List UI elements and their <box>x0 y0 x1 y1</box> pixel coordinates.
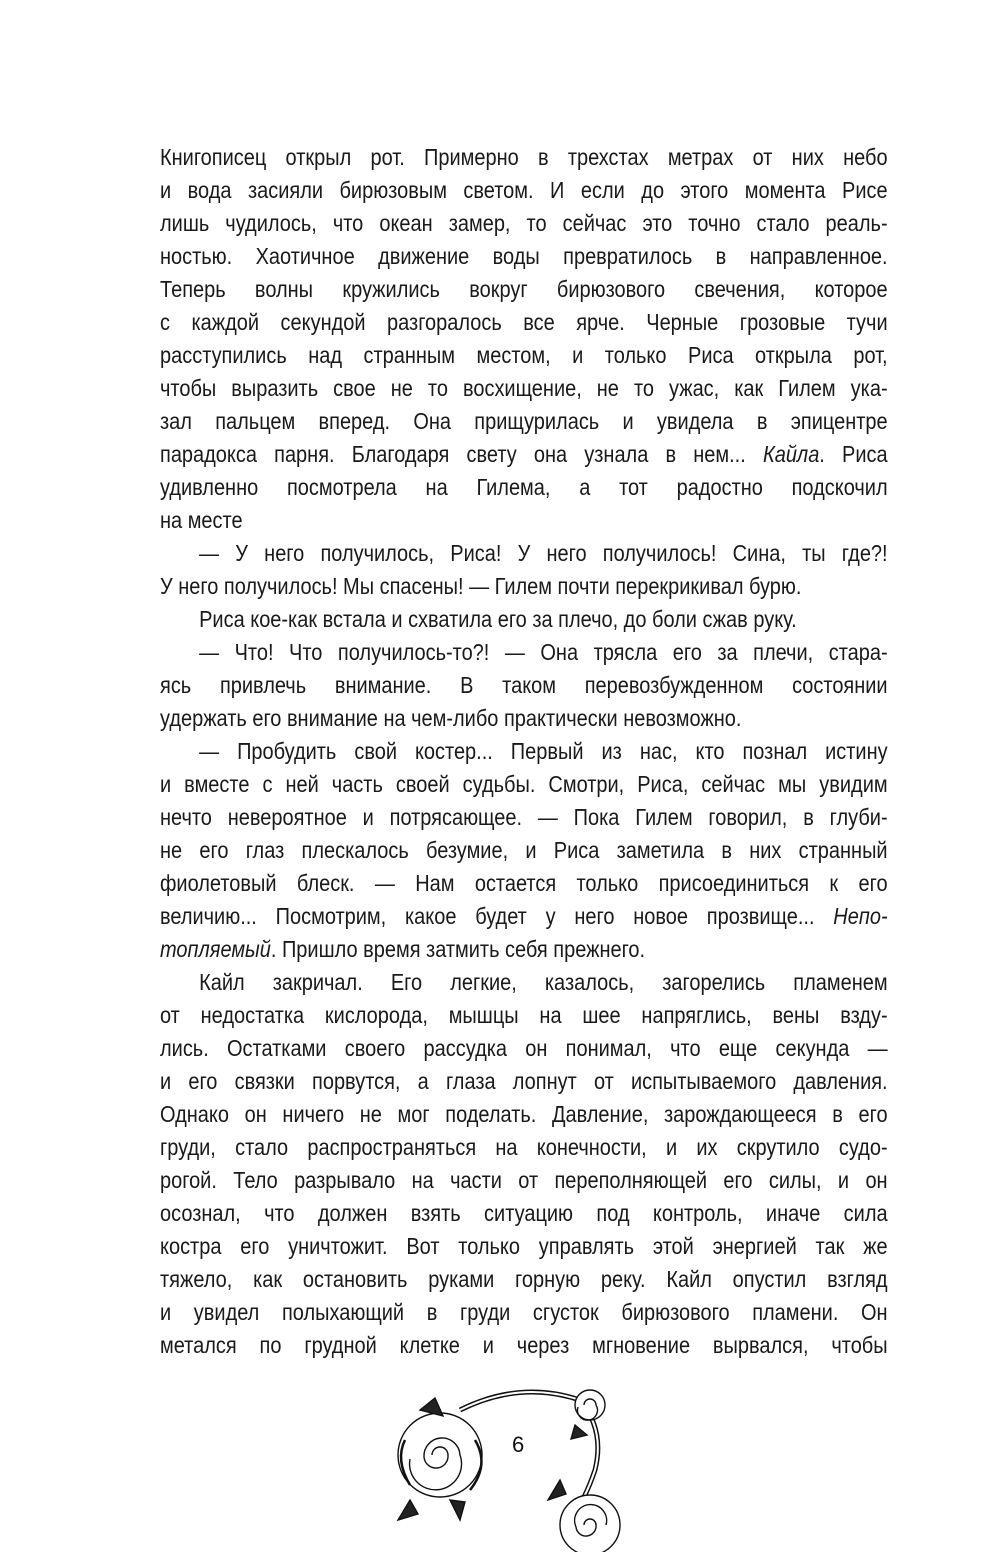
text-segment: метался по грудной клетке и через мгновение вырвался, чтобы <box>160 1332 888 1358</box>
text-line <box>160 306 888 339</box>
text-segment: Однако он ничего не мог поделать. Давление, зарождающееся в его <box>160 1101 888 1127</box>
text-line <box>160 438 888 471</box>
text-line <box>160 1131 888 1164</box>
text-segment: рогой. Тело разрывало на части от переполняющей его силы, и он <box>160 1167 888 1193</box>
text-line <box>160 933 888 966</box>
text-segment: — Что! Что получилось-то?! — Она трясла его за плечи, стара- <box>199 639 888 665</box>
text-segment: не его глаз плескалось безумие, и Риса заметила в них странный <box>160 837 888 863</box>
text-line <box>160 273 888 306</box>
text-segment: и увидел полыхающий в груди сгусток бирюзового пламени. Он <box>160 1299 888 1325</box>
text-segment: — Пробудить свой костер... Первый из нас, кто познал истину <box>199 738 888 764</box>
text-segment: и вместе с ней часть своей судьбы. Смотри, Риса, сейчас мы увидим <box>160 771 888 797</box>
text-line <box>160 537 888 570</box>
text-segment: Кайл закричал. Его легкие, казалось, загорелись пламенем <box>199 969 888 995</box>
text-line <box>160 1197 888 1230</box>
page-number: 6 <box>512 1432 525 1457</box>
text-line <box>160 1032 888 1065</box>
text-segment: Теперь волны кружились вокруг бирюзового свечения, которое <box>160 276 888 302</box>
text-segment: с каждой секундой разгоралось все ярче. Черные грозовые тучи <box>160 309 888 335</box>
text-segment: парадокса парня. Благодаря свету она узнала в нем... <box>160 441 763 467</box>
italic-text: Непо- <box>833 903 888 929</box>
text-segment: груди, стало распространяться на конечности, и их скрутило судо- <box>160 1134 888 1160</box>
text-line <box>160 240 888 273</box>
text-segment: осознал, что должен взять ситуацию под контроль, иначе сила <box>160 1200 888 1226</box>
text-segment: . Пришло время затмить себя прежнего. <box>270 936 646 962</box>
text-segment: и вода засияли бирюзовым светом. И если до этого момента Рисе <box>160 177 888 203</box>
text-segment: лишь чудилось, что океан замер, то сейчас это точно стало реаль- <box>160 210 888 236</box>
text-segment: нечто невероятное и потрясающее. — Пока Гилем говорил, в глуби- <box>160 804 888 830</box>
text-line <box>160 636 888 669</box>
text-segment: удивленно посмотрела на Гилема, а тот радостно подскочил <box>160 474 888 500</box>
text-line <box>160 966 888 999</box>
text-segment: от недостатка кислорода, мышцы на шее напряглись, вены взду- <box>160 1002 888 1028</box>
text-segment: ностью. Хаотичное движение воды превратилось в направленное. <box>160 243 888 269</box>
text-segment: . Риса <box>819 441 888 467</box>
text-line <box>160 702 888 735</box>
text-segment: Книгописец открыл рот. Примерно в трехстах метрах от них небо <box>160 144 888 170</box>
text-line <box>160 207 888 240</box>
text-segment: У него получилось! Мы спасены! — Гилем почти перекрикивал бурю. <box>160 573 802 599</box>
text-line <box>160 669 888 702</box>
text-segment: удержать его внимание на чем-либо практически невозможно. <box>160 705 742 731</box>
text-line <box>160 570 888 603</box>
text-line <box>160 339 888 372</box>
text-segment: и его связки порвутся, а глаза лопнут от испытываемого давления. <box>160 1068 888 1094</box>
text-line <box>160 141 888 174</box>
text-segment: тяжело, как остановить руками горную реку. Кайл опустил взгляд <box>160 1266 888 1292</box>
rose-wreath-ornament <box>380 1370 630 1552</box>
text-line <box>160 801 888 834</box>
text-segment: ясь привлечь внимание. В таком перевозбужденном состоянии <box>160 672 888 698</box>
text-line <box>160 1164 888 1197</box>
text-line <box>160 1296 888 1329</box>
text-line <box>160 735 888 768</box>
text-line <box>160 867 888 900</box>
text-line <box>160 999 888 1032</box>
text-line <box>160 405 888 438</box>
text-line <box>160 471 888 504</box>
text-line <box>160 603 888 636</box>
text-line <box>160 372 888 405</box>
text-line <box>160 834 888 867</box>
text-segment: костра его уничтожит. Вот только управлять этой энергией так же <box>160 1233 888 1259</box>
text-segment: чтобы выразить свое не то восхищение, не то ужас, как Гилем ука- <box>160 375 888 401</box>
text-segment: величию... Посмотрим, какое будет у него новое прозвище... <box>160 903 834 929</box>
body-text <box>160 141 888 1362</box>
text-segment: на месте <box>160 507 243 533</box>
text-line <box>160 174 888 207</box>
text-line <box>160 900 888 933</box>
text-line <box>160 768 888 801</box>
italic-text: Кайла <box>762 441 820 467</box>
text-line <box>160 1263 888 1296</box>
text-segment: Риса кое-как встала и схватила его за плечо, до боли сжав руку. <box>199 606 797 632</box>
text-segment: зал пальцем вперед. Она прищурилась и увидела в эпицентре <box>160 408 888 434</box>
text-line <box>160 1230 888 1263</box>
text-line <box>160 1065 888 1098</box>
italic-text: топляемый <box>160 936 271 962</box>
text-line <box>160 504 888 537</box>
text-segment: лись. Остатками своего рассудка он понимал, что еще секунда — <box>160 1035 888 1061</box>
text-segment: — У него получилось, Риса! У него получилось! Сина, ты где?! <box>199 540 888 566</box>
text-segment: фиолетовый блеск. — Нам остается только присоединиться к его <box>160 870 888 896</box>
text-segment: расступились над странным местом, и только Риса открыла рот, <box>160 342 888 368</box>
text-line <box>160 1098 888 1131</box>
text-line <box>160 1329 888 1362</box>
